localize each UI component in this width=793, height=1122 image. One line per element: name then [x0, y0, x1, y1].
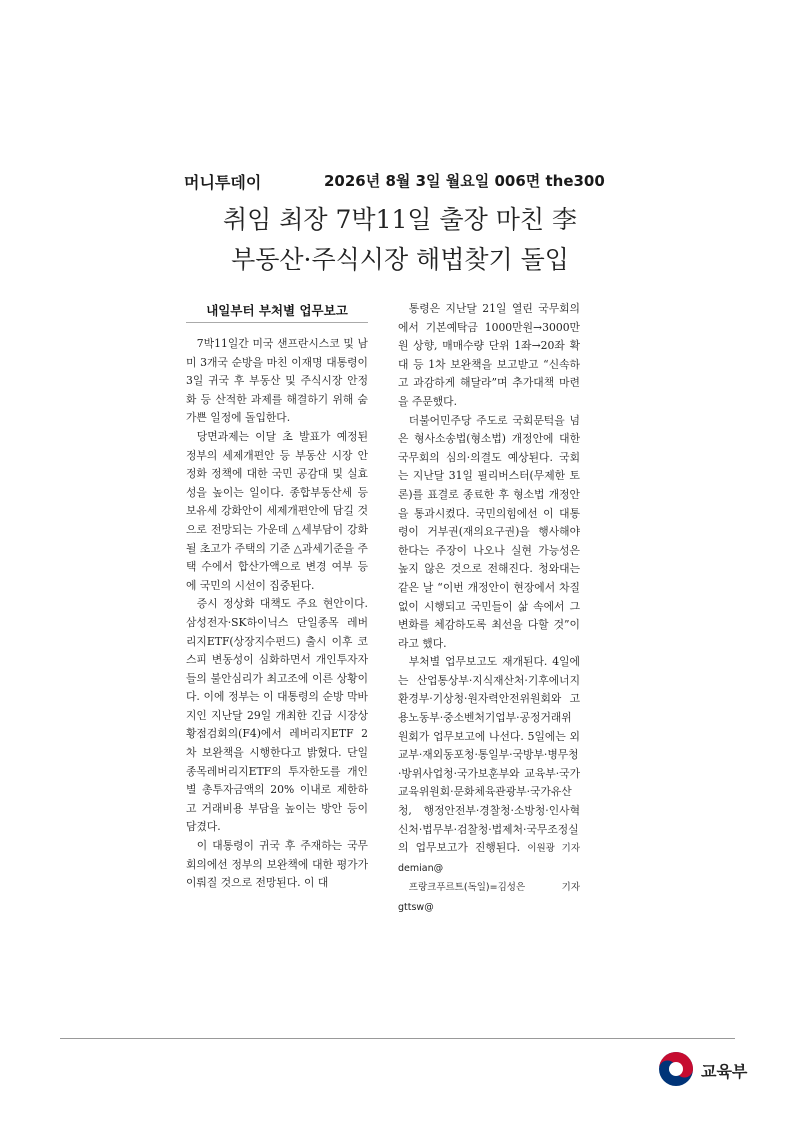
- taegeuk-emblem-icon: [657, 1050, 695, 1088]
- paragraph: 이 대통령이 귀국 후 주재하는 국무회의에선 정부의 보완책에 대한 평가가 이뤄질 것으로 전망된다. 이 대: [186, 839, 368, 890]
- footer-divider: [60, 1038, 735, 1039]
- byline-reporter-1: 이원광 기자 demian@: [398, 843, 580, 874]
- paragraph: 더불어민주당 주도로 국회문턱을 넘은 형사소송법(형소법) 개정안에 대한 국무회의 심의·의결도 예상된다. 국회는 지난달 31일 필리버스터(무제한 토론)를 표결로 종료한 후 형소법 개정안을 통과시켰다. 국민의힘에선 이 대통령이 거부권(재의요구권)을 행사해야 한다는 주장이 나오나 실현 가능성은 높지 않은 것으로 전해진다. 청와대는 같은 날 “이번 개정안이 현장에서 차질 없이 시행되고 국민들이 삶 속에서 그 변화를 체감하도록 최선을 다할 것”이라고 했다.: [398, 413, 580, 650]
- article-column-left: [186, 300, 368, 893]
- headline-line-1: 취임 최장 7박11일 출장 마친 李: [223, 205, 577, 234]
- article-column-right: [398, 300, 580, 918]
- byline-reporter-2: 프랑크푸르트(독일)=김성은 기자 gttsw@: [398, 882, 580, 913]
- paragraph-text: 부처별 업무보고도 재개된다. 4일에는 산업통상부·지식재산처·기후에너지환경부·기상청·원자력안전위원회와 고용노동부·중소벤처기업부·공정거래위원회가 업무보고에 나선다. 5일에는 외교부·재외동포청·통일부·국방부·병무청·방위사업청·국가보훈부와 교육부·국가교육위원회·문화체육관광부·국가유산청, 행정안전부·경찰청·소방청·인사혁신처·법무부·검찰청·법제처·국무조정실의 업무보고가 진행된다.: [398, 655, 580, 855]
- paragraph: 통령은 지난달 21일 열린 국무회의에서 기본예탁금 1000만원→3000만원 상향, 매매수량 단위 1좌→20좌 확대 등 1차 보완책을 보고받고 “신속하고 과감하게 해달라”며 추가대책 마련을 주문했다.: [398, 302, 580, 408]
- ministry-logo: [657, 1050, 757, 1090]
- article-header: [184, 170, 614, 194]
- ministry-name: 교육부: [701, 1062, 748, 1081]
- paragraph: 당면과제는 이달 초 발표가 예정된 정부의 세제개편안 등 부동산 시장 안정화 정책에 대한 국민 공감대 및 실효성을 높이는 일이다. 종합부동산세 등 보유세 강화안이 세제개편안에 담길 것으로 전망되는 가운데 △세부담이 강화될 초고가 주택의 기준 △과세기준을 주택 수에서 합산가액으로 변경 여부 등에 국민의 시선이 집중된다.: [186, 429, 368, 592]
- dateline: 2026년 8월 3일 월요일 006면 the300: [324, 172, 605, 190]
- publication-name: 머니투데이: [184, 173, 262, 192]
- paragraph: 증시 정상화 대책도 주요 현안이다. 삼성전자·SK하이닉스 단일종목 레버리지ETF(상장지수펀드) 출시 이후 코스피 변동성이 심화하면서 개인투자자들의 불안심리가 최고조에 이른 상황이다. 이에 정부는 이 대통령의 순방 막바지인 지난달 29일 개최한 긴급 시장상황점검회의(F4)에서 레버리지ETF 2차 보완책을 시행한다고 밝혔다. 단일종목레버리지ETF의 투자한도를 개인별 총투자금액의 20% 이내로 제한하고 거래비용 부담을 높이는 방안 등이 담겼다.: [186, 597, 368, 834]
- paragraph: 7박11일간 미국 샌프란시스코 및 남미 3개국 순방을 마친 이재명 대통령이 3일 귀국 후 부동산 및 주식시장 안정화 등 산적한 과제를 해결하기 위해 숨 가쁜 일정에 돌입한다.: [186, 337, 368, 425]
- paragraph: [398, 878, 580, 917]
- paragraph: [398, 653, 580, 878]
- article-subhead: 내일부터 부처별 업무보고: [186, 300, 368, 323]
- headline-line-2: 부동산·주식시장 해법찾기 돌입: [231, 245, 569, 274]
